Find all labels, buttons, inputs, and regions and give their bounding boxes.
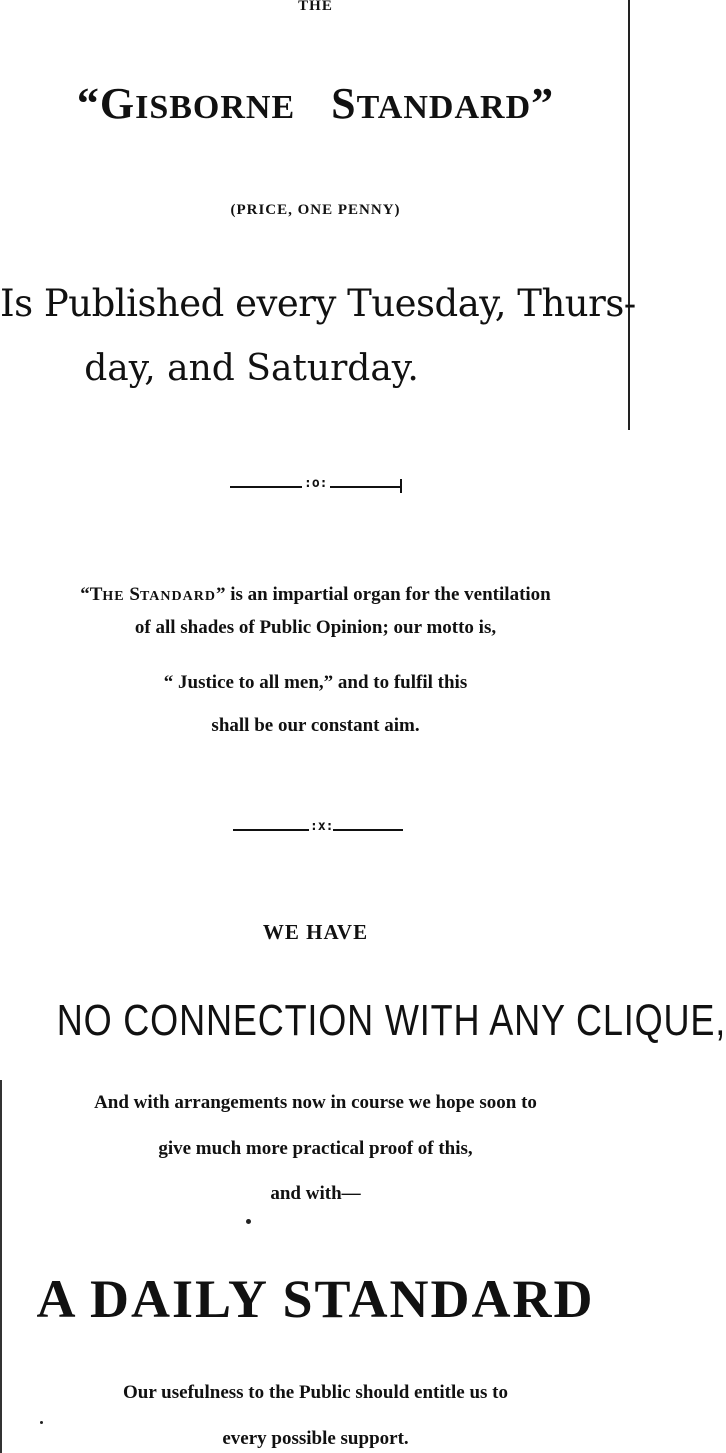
arrangements-line2: give much more practical proof of this,: [158, 1138, 473, 1159]
masthead-word1-initial: G: [99, 79, 136, 128]
statement-line1: [0, 578, 631, 613]
section-divider-o: [230, 476, 402, 494]
divider-rule-right: [333, 829, 403, 831]
statement-line3: “ Justice to all men,” and to fulfil this: [163, 672, 468, 693]
statement-name-initial2: S: [129, 584, 140, 605]
arrangements-line1: And with arrangements now in course we hope soon to: [94, 1092, 537, 1113]
masthead-open-quote: “: [76, 79, 100, 128]
publication-schedule-line1: Is Published every Tuesday, Thurs-: [0, 282, 636, 325]
arrangements-line3: and with—: [270, 1183, 361, 1204]
statement-name-rest2: TANDARD: [139, 589, 216, 604]
publication-schedule-line2: day, and Saturday.: [84, 348, 419, 389]
divider-rule-right: [330, 486, 400, 488]
divider-end-tick: [400, 479, 402, 493]
masthead-close-quote: ”: [531, 79, 555, 128]
statement-name-initial1: T: [89, 584, 103, 605]
divider-rule-left: [233, 829, 309, 831]
masthead-word2-initial: S: [331, 79, 357, 128]
masthead-the: THE: [298, 0, 333, 14]
ink-speck: [40, 1421, 43, 1424]
statement-line2: of all shades of Public Opinion; our motto is,: [134, 617, 497, 638]
statement-name-rest1: HE: [102, 589, 125, 604]
usefulness-line2: every possible support.: [222, 1428, 409, 1449]
section-divider-x: [233, 819, 403, 837]
statement-after-name: ” is an impartial organ for the ventilation: [215, 584, 551, 605]
masthead-word1-rest: ISBORNE: [135, 89, 296, 126]
usefulness-line1: Our usefulness to the Public should entitle us to: [123, 1382, 508, 1403]
masthead-word2-rest: TANDARD: [356, 89, 532, 126]
divider-rule-left: [230, 486, 302, 488]
we-have-heading: WE HAVE: [262, 920, 369, 944]
divider-mark: :o:: [304, 476, 328, 491]
price-line: (PRICE, ONE PENNY): [230, 202, 401, 218]
no-connection-headline: NO CONNECTION WITH ANY CLIQUE,: [56, 996, 726, 1045]
daily-standard-headline: A DAILY STANDARD: [36, 1269, 595, 1329]
masthead-title: [0, 78, 631, 129]
divider-mark: :x:: [310, 819, 334, 834]
statement-line4: shall be our constant aim.: [211, 715, 420, 736]
ink-speck: [246, 1219, 251, 1224]
statement-quote-open: “: [80, 584, 90, 605]
